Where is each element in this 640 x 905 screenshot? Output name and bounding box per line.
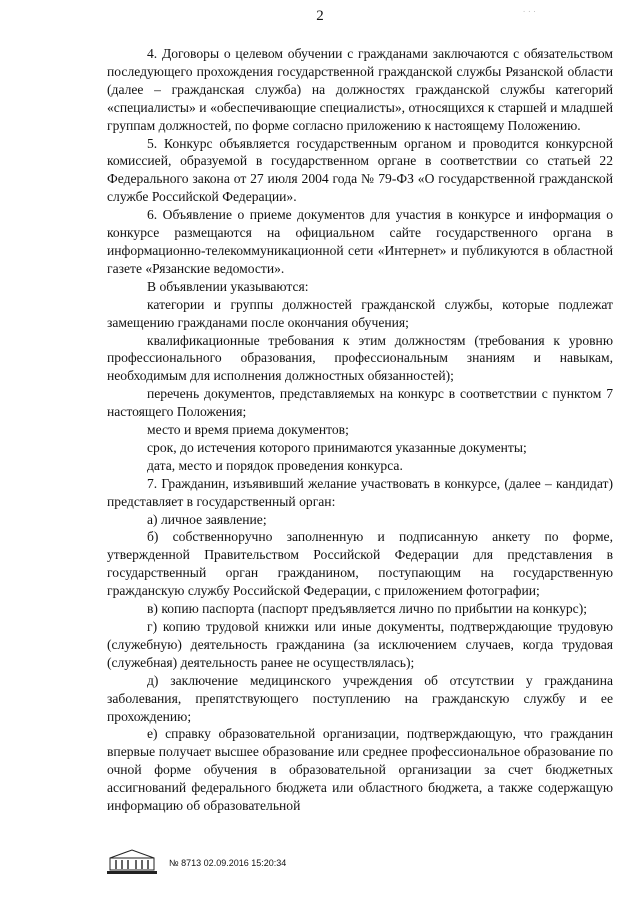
list-item: перечень документов, представляемых на конкурс в соответствии с пунктом 7 настоящего Положения; <box>107 386 613 420</box>
list-item: дата, место и порядок проведения конкурса. <box>147 457 403 473</box>
subitem-e: е) справку образовательной организации, подтверждающую, что гражданин впервые получает высшее образование или среднее профессиональное образование по очной форме обучения в образовательной организации за счет бюджетных ассигнований федерального бюджета или областного бюджета, а также содержащую информацию об образовательной <box>107 726 613 814</box>
subitem-g: г) копию трудовой книжки или иные документы, подтверждающие трудовую (служебную) деятельность гражданина (за исключением случаев, когда трудовая (служебная) деятельность ранее не осуществлялась); <box>107 619 613 670</box>
building-logo-icon <box>107 848 157 876</box>
document-body <box>107 45 613 815</box>
subitem-a: а) личное заявление; <box>147 511 267 527</box>
list-item: место и время приема документов; <box>147 422 349 438</box>
footer <box>107 842 507 886</box>
page-number: 2 <box>316 8 324 24</box>
subitem-d: д) заключение медицинского учреждения об отсутствии у гражданина заболевания, препятствующего поступлению на гражданскую службу и ее прохождению; <box>107 672 613 724</box>
list-item: срок, до истечения которого принимаются указанные документы; <box>147 439 527 455</box>
subitem-b: б) собственноручно заполненную и подписанную анкету по форме, утвержденной Правительством Российской Федерации для представления в государственный орган гражданином, поступающим на государственную гражданскую службу Российской Федерации, с приложением фотографии; <box>107 529 613 599</box>
paragraph-4: 4. Договоры о целевом обучении с гражданами заключаются с обязательством последующего прохождения государственной гражданской службы Рязанской области (далее – гражданская служба) на должностях гражданской службы категорий «специалисты» и «обеспечивающие специалисты», относящихся к старшей и младшей группам должностей, по форме согласно приложению к настоящему Положению. <box>107 46 613 133</box>
paragraph-7: 7. Гражданин, изъявивший желание участвовать в конкурсе, (далее – кандидат) представляет в государственный орган: <box>107 475 613 509</box>
registration-stamp: № 8713 02.09.2016 15:20:34 <box>169 858 287 868</box>
list-item: категории и группы должностей гражданской службы, которые подлежат замещению гражданами после окончания обучения; <box>107 296 613 330</box>
subitem-v: в) копию паспорта (паспорт предъявляется лично по прибытии на конкурс); <box>147 601 588 617</box>
paragraph-6: 6. Объявление о приеме документов для участия в конкурсе и информация о конкурсе размещаются на официальном сайте государственного органа в информационно-телекоммуникационной сети «Интернет» и публикуются в областной газете «Рязанские ведомости». <box>107 207 613 276</box>
corner-stamp: ... <box>522 6 538 14</box>
list-intro: В объявлении указываются: <box>147 278 309 294</box>
paragraph-5: 5. Конкурс объявляется государственным органом и проводится конкурсной комиссией, образуемой в государственном органе в соответствии со статьей 22 Федерального закона от 27 июля 2004 года № 79-ФЗ «О государственной гражданской службе Российской Федерации». <box>107 135 613 205</box>
list-item: квалификационные требования к этим должностям (требования к уровню профессионального образования, профессиональным знаниям и навыкам, необходимым для исполнения должностных обязанностей); <box>107 332 613 384</box>
